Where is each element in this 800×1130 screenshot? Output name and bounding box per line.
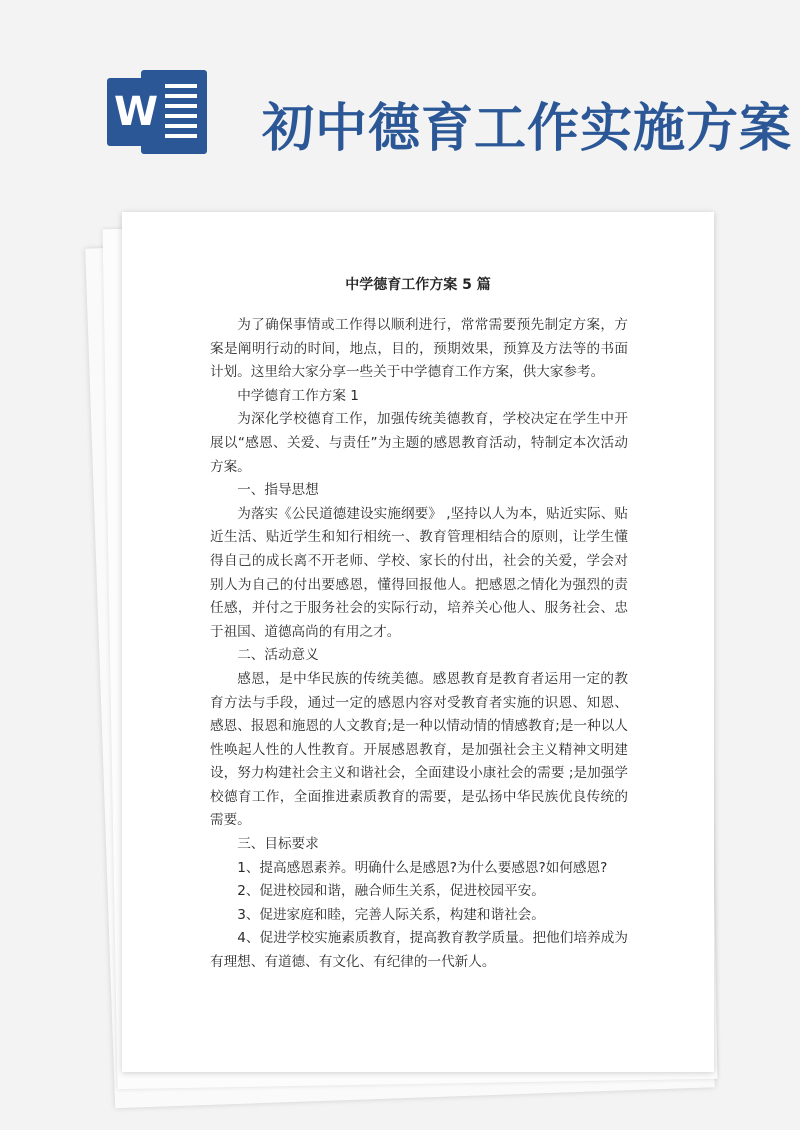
word-letter-icon: W xyxy=(107,78,165,146)
header-banner xyxy=(0,0,800,200)
list-item: 1、提高感恩素养。明确什么是感恩?为什么要感恩?如何感恩? xyxy=(237,859,608,876)
body-paragraph: 感恩，是中华民族的传统美德。感恩教育是教育者运用一定的教育方法与手段，通过一定的感恩内容对受教育者实施的识恩、知恩、感恩、报恩和施恩的人文教育;是一种以情动情的情感教育;是一种以人性唤起人性的人性教育。开展感恩教育，是加强社会主义精神文明建设，努力构建社会主义和谐社会，全面建设小康社会的需要 ;是加强学校德育工作，全面推进素质教育的需要，是弘扬中华民族优良传统的需要。 xyxy=(210,670,628,829)
section-heading: 一、指导思想 xyxy=(237,482,319,499)
section-heading: 二、活动意义 xyxy=(237,647,319,664)
intro-paragraph: 为了确保事情或工作得以顺利进行，常常需要预先制定方案，方案是阐明行动的时间，地点，目的，预期效果，预算及方法等的书面计划。这里给大家分享一些关于中学德育工作方案，供大家参考。 xyxy=(210,317,628,381)
list-item: 4、促进学校实施素质教育，提高教育教学质量。把他们培养成为有理想、有道德、有文化、有纪律的一代新人。 xyxy=(210,930,628,971)
word-document-icon xyxy=(107,70,207,154)
document-page xyxy=(122,212,714,1072)
banner-title: 初中德育工作实施方案 xyxy=(262,98,793,159)
section-heading: 中学德育工作方案 1 xyxy=(237,387,359,404)
list-item: 2、促进校园和谐，融合师生关系，促进校园平安。 xyxy=(237,883,545,900)
document-title: 中学德育工作方案 5 篇 xyxy=(345,277,491,293)
body-paragraph: 为落实《公民道德建设实施纲要》 ,坚持以人为本，贴近实际、贴近生活、贴近学生和知行相统一、教育管理相结合的原则，让学生懂得自己的成长离不开老师、学校、家长的付出，社会的关爱，学会对别人为自己的付出要感恩，懂得回报他人。把感恩之情化为强烈的责任感，并付之于服务社会的实际行动，培养关心他人、服务社会、忠于祖国、道德高尚的有用之才。 xyxy=(210,505,628,640)
body-paragraph: 为深化学校德育工作，加强传统美德教育，学校决定在学生中开展以“感恩、关爱、与责任”为主题的感恩教育活动，特制定本次活动方案。 xyxy=(210,411,628,475)
list-item: 3、促进家庭和睦，完善人际关系，构建和谐社会。 xyxy=(237,906,545,923)
section-heading: 三、目标要求 xyxy=(237,836,319,853)
document-body xyxy=(210,314,628,975)
